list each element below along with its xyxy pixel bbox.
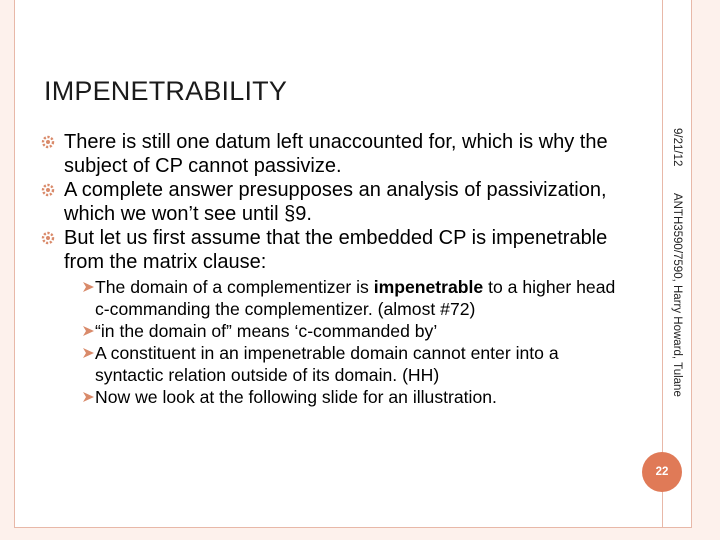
gear-flower-bullet-icon [41,135,55,149]
sub-bullet-item [38,386,628,408]
arrow-bullet-icon [82,324,96,338]
sub-bullet-item [38,320,628,342]
gear-flower-bullet-icon [41,183,55,197]
sub-bullet-text: “in the domain of” means ‘c-commanded by’ [95,321,438,341]
slide-date: 9/21/12 [671,128,683,167]
page-number-badge: 22 [642,452,682,492]
gear-flower-bullet-icon [41,231,55,245]
arrow-bullet-icon [82,280,96,294]
slide-title: IMPENETRABILITY [44,76,288,106]
side-footer [671,128,683,397]
side-divider [662,0,663,528]
emphasis-term: impenetrable [373,277,484,297]
bullet-text: But let us first assume that the embedded CP is impenetrable from the matrix clause: [64,227,608,273]
sub-bullet-item [38,342,628,386]
bullet-text: There is still one datum left unaccounted for, which is why the subject of CP cannot passivize. [64,131,608,177]
sub-bullet-item [38,276,628,320]
sub-bullet-text [95,277,615,319]
sub-bullet-text: Now we look at the following slide for an illustration. [95,387,497,407]
bullet-text: A complete answer presupposes an analysis of passivization, which we won’t see until §9. [64,179,607,225]
bullet-item [38,178,628,226]
sub-bullet-text-part: The domain of a complementizer is [95,277,374,297]
sub-bullet-text-part: to a higher head c-commanding the complementizer. (almost #72) [95,277,616,319]
bullet-item [38,226,628,274]
sub-bullet-text: A constituent in an impenetrable domain cannot enter into a syntactic relation outside of its domain. (HH) [95,343,559,385]
slide-body [38,130,628,408]
arrow-bullet-icon [82,346,96,360]
course-info: ANTH3590/7590, Harry Howard, Tulane [671,192,683,397]
arrow-bullet-icon [82,390,96,404]
bullet-item [38,130,628,178]
